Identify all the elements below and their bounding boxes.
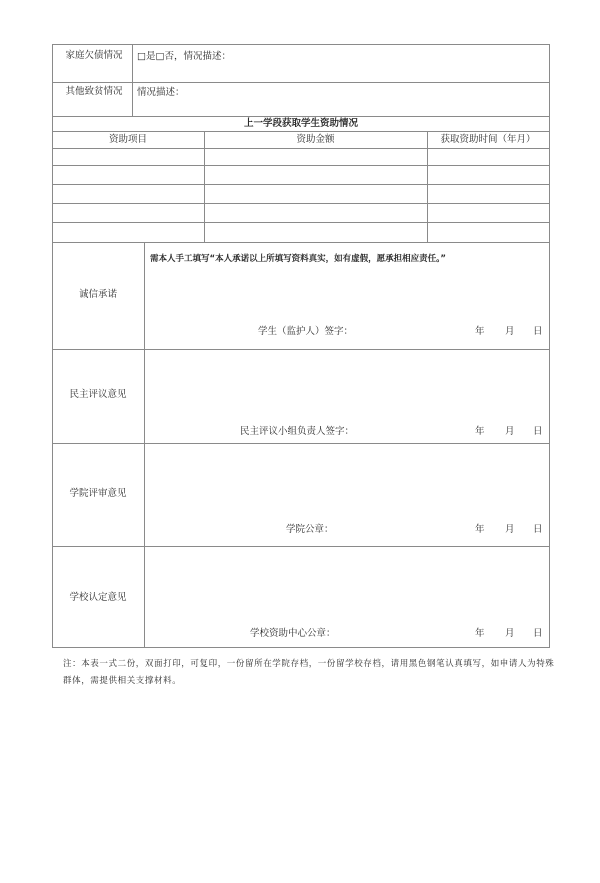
aid-header-amount: 资助金额	[296, 134, 335, 145]
date-month: 月	[505, 524, 515, 535]
table-border	[52, 203, 550, 204]
date-year: 年	[475, 426, 485, 437]
aid-section-title: 上一学段获取学生资助情况	[243, 118, 358, 129]
footnote: 注：本表一式二份，双面打印，可复印，一份留所在学院存档，一份留学校存档，请用黑色钢笔认真填写，如申请人为特殊群体，需提供相关支撑材料。	[63, 659, 555, 686]
school-review-label: 学校认定意见	[69, 592, 127, 603]
date-year: 年	[475, 326, 485, 337]
student-signature-label: 学生（监护人）签字：	[258, 326, 354, 337]
table-border	[52, 647, 550, 648]
date-day: 日	[533, 326, 543, 337]
aid-header-time: 获取资助时间（年月）	[440, 134, 536, 145]
other-poverty-content: 情况描述：	[137, 87, 185, 98]
date-day: 日	[533, 426, 543, 437]
date-month: 月	[505, 628, 515, 639]
integrity-label: 诚信承诺	[78, 289, 117, 300]
table-border	[52, 242, 550, 243]
debt-content: □是□否，情况描述：	[137, 51, 231, 62]
date-year: 年	[475, 524, 485, 535]
table-border	[144, 242, 145, 647]
table-border	[52, 82, 550, 83]
democratic-signature-label: 民主评议小组负责人签字：	[240, 426, 355, 437]
table-border	[204, 131, 205, 242]
college-seal-label: 学院公章：	[286, 524, 334, 535]
table-border	[52, 131, 550, 132]
table-border	[132, 44, 133, 116]
date-day: 日	[533, 628, 543, 639]
date-month: 月	[505, 326, 515, 337]
date-day: 日	[533, 524, 543, 535]
table-border	[52, 184, 550, 185]
table-border	[549, 44, 550, 647]
table-border	[52, 116, 550, 117]
table-border	[52, 148, 550, 149]
debt-label: 家庭欠债情况	[65, 50, 123, 61]
integrity-instruction: 需本人手工填写“本人承诺以上所填写资料真实，如有虚假，愿承担相应责任。”	[150, 254, 446, 264]
table-border	[427, 131, 428, 242]
school-seal-label: 学校资助中心公章：	[250, 628, 336, 639]
table-border	[52, 44, 550, 45]
date-year: 年	[475, 628, 485, 639]
democratic-review-label: 民主评议意见	[69, 389, 127, 400]
other-poverty-label: 其他致贫情况	[65, 86, 123, 97]
aid-header-item: 资助项目	[108, 134, 147, 145]
date-month: 月	[505, 426, 515, 437]
table-border	[52, 349, 550, 350]
table-border	[52, 165, 550, 166]
college-review-label: 学院评审意见	[69, 488, 127, 499]
table-border	[52, 546, 550, 547]
table-border	[52, 222, 550, 223]
table-border	[52, 443, 550, 444]
